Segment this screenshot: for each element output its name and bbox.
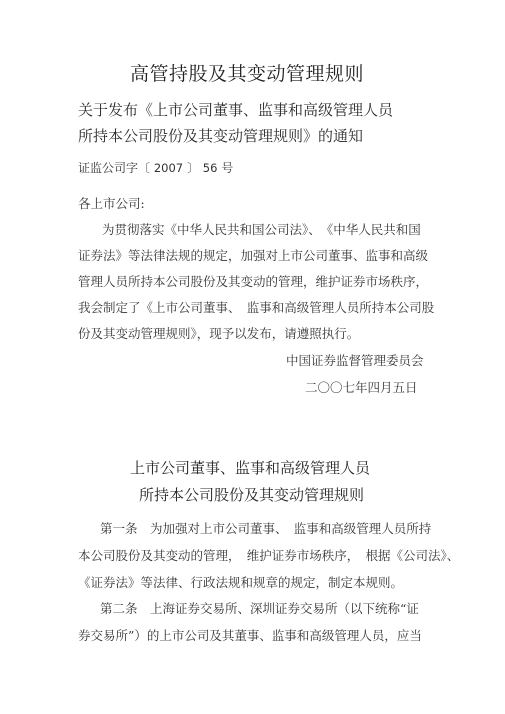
rules-title-line-1: 上市公司董事、监事和高级管理人员 <box>130 459 371 477</box>
issuer-name: 中国证券监督管理委员会 <box>286 353 424 368</box>
rules-title-line-2: 所持本公司股份及其变动管理规则 <box>139 486 365 504</box>
article-line: 第二条 上海证券交易所、深圳证券交易所（以下统称“证 <box>100 601 419 616</box>
article-line: 本公司股份及其变动的管理， 维护证券市场秩序， 根据《公司法》、 <box>78 548 460 563</box>
doc-number-suffix: 号 <box>221 161 234 175</box>
doc-number-year: 2007 <box>153 161 184 175</box>
document-title: 高管持股及其变动管理规则 <box>130 63 365 85</box>
issue-date: 二〇〇七年四月五日 <box>305 380 418 395</box>
notice-body-line: 管理人员所持本公司股份及其变动的管理，维护证券市场秩序， <box>78 274 429 289</box>
doc-number-value: 56 <box>202 161 218 175</box>
article-line: 《证券法》等法律、行政法规和规章的规定，制定本规则。 <box>78 575 404 590</box>
notice-body-line: 为贯彻落实《中华人民共和国公司法》、 《中华人民共和国 <box>102 222 421 237</box>
doc-number-bracket: 〕 <box>186 161 199 175</box>
article-line: 券交易所”）的上市公司及其董事、监事和高级管理人员，应当 <box>78 628 422 643</box>
notice-body-line: 我会制定了《上市公司董事、 监事和高级管理人员所持本公司股 <box>78 300 435 315</box>
notice-title-line-2: 所持本公司股份及其变动管理规则》的通知 <box>78 127 364 145</box>
article-line: 第一条 为加强对上市公司董事、 监事和高级管理人员所持 <box>100 521 432 536</box>
notice-body-line: 份及其变动管理规则》，现予以发布，请遵照执行。 <box>78 326 360 341</box>
doc-number-prefix: 证监公司字〔 <box>78 161 151 175</box>
notice-body-line: 证券法》等法律法规的规定，加强对上市公司董事、监事和高级 <box>78 248 429 263</box>
notice-title-line-1: 关于发布《上市公司董事、监事和高级管理人员 <box>78 101 394 119</box>
salutation: 各上市公司: <box>78 196 145 211</box>
document-number <box>78 162 233 175</box>
